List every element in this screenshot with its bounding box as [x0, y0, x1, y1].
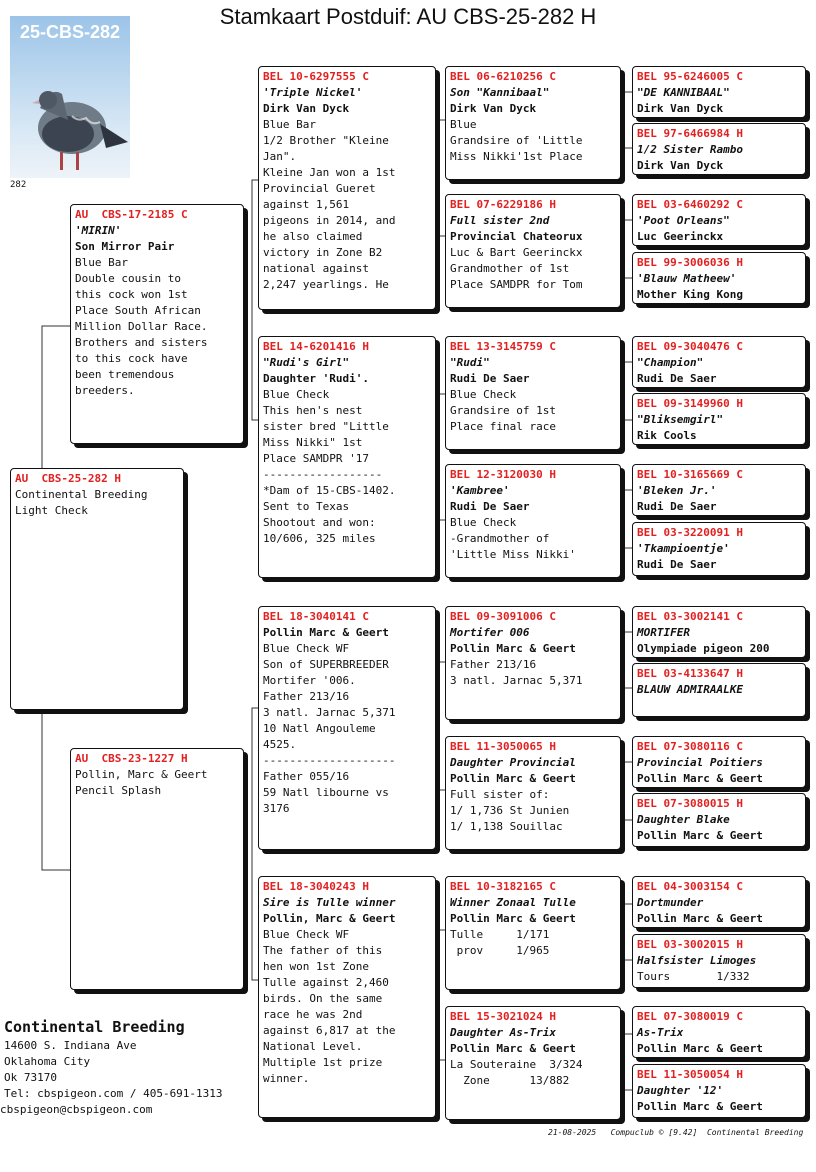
info-line: Zone 13/882	[450, 1074, 570, 1087]
info-line: 1/2 Brother "Kleine	[263, 134, 389, 147]
ring-number: BEL 10-3165669 C	[637, 468, 743, 481]
pigeon-card-gen3	[445, 736, 621, 850]
pigeon-card-gen3	[445, 606, 621, 720]
breeder-name: Son Mirror Pair	[75, 240, 175, 253]
info-line: Jan".	[263, 150, 297, 163]
pigeon-card-gen4	[632, 336, 806, 388]
pigeon-card-gen4	[632, 252, 806, 304]
info-line: been tremendous	[75, 368, 175, 381]
info-line: Pencil Splash	[75, 784, 162, 797]
ring-number: BEL 03-4133647 H	[637, 667, 743, 680]
ring-number: BEL 10-3182165 C	[450, 880, 556, 893]
ring-number: BEL 15-3021024 H	[450, 1010, 556, 1023]
info-line: 1/ 1,138 Souillac	[450, 820, 563, 833]
pigeon-name: Dortmunder	[637, 896, 704, 909]
pigeon-card-gen4	[632, 876, 806, 928]
pigeon-card-gen4	[632, 1006, 806, 1058]
breeder-contact	[0, 1016, 223, 1118]
breeder-name: Dirk Van Dyck	[263, 102, 350, 115]
ring-number: BEL 14-6201416 H	[263, 340, 369, 353]
pigeon-name: "Bliksemgirl"	[637, 413, 724, 426]
pigeon-name: As-Trix	[637, 1026, 684, 1039]
email: cbspigeon@cbspigeon.com	[0, 1103, 153, 1116]
ring-number: BEL 12-3120030 H	[450, 468, 556, 481]
breeder-name: Dirk Van Dyck	[450, 102, 537, 115]
info-line: Place final race	[450, 420, 556, 433]
info-line: Blue Check	[450, 516, 517, 529]
pigeon-card-gen2	[258, 66, 436, 310]
info-line: The father of this	[263, 944, 383, 957]
ring-number: BEL 07-3080019 C	[637, 1010, 743, 1023]
ring-number: BEL 13-3145759 C	[450, 340, 556, 353]
pigeon-card-gen4	[632, 663, 806, 717]
info-line: this cock won 1st	[75, 288, 188, 301]
info-line: 10/606, 325 miles	[263, 532, 376, 545]
pigeon-card-gen3	[445, 336, 621, 450]
pigeon-name: Provincial Poitiers	[637, 756, 763, 769]
breeder-name: Daughter 'Rudi'.	[263, 372, 369, 385]
pigeon-name: "DE KANNIBAAL"	[637, 86, 730, 99]
ring-number: BEL 95-6246005 C	[637, 70, 743, 83]
breeder-name: Olympiade pigeon 200	[637, 642, 770, 655]
pigeon-name: Sire is Tulle winner	[263, 896, 396, 909]
breeder-name: Pollin Marc & Geert	[637, 829, 763, 842]
info-line: Place SAMDPR '17	[263, 452, 369, 465]
info-line: Blue Check WF	[263, 928, 350, 941]
info-line: against 6,817 at the	[263, 1024, 396, 1037]
info-line: Place SAMDPR for Tom	[450, 278, 583, 291]
ring-number: BEL 09-3040476 C	[637, 340, 743, 353]
info-line: Luc & Bart Geerinckx	[450, 246, 583, 259]
breeder-name: Pollin, Marc & Geert	[263, 912, 396, 925]
ring-number: BEL 03-3002141 C	[637, 610, 743, 623]
info-line: race he was 2nd	[263, 1008, 363, 1021]
info-line: Full sister of:	[450, 788, 550, 801]
pigeon-card-gen2	[258, 606, 436, 850]
info-line: Kleine Jan won a 1st	[263, 166, 396, 179]
info-line: Pollin, Marc & Geert	[75, 768, 208, 781]
ring-number: BEL 09-3149960 H	[637, 397, 743, 410]
photo-ring-label: 25-CBS-282	[19, 22, 121, 42]
pigeon-card-gen3	[445, 876, 621, 990]
breeder-name: Mother King Kong	[637, 288, 743, 301]
pigeon-name: Son "Kannibaal"	[450, 86, 550, 99]
breeder-name: Pollin Marc & Geert	[637, 772, 763, 785]
breeder-name: Dirk Van Dyck	[637, 102, 724, 115]
pigeon-card-gen3	[445, 194, 621, 308]
pigeon-card-gen4	[632, 522, 806, 576]
ring-number: AU CBS-23-1227 H	[75, 752, 188, 765]
info-line: -Grandmother of	[450, 532, 550, 545]
pigeon-name: 'Tkampioentje'	[637, 542, 730, 555]
ring-number: BEL 04-3003154 C	[637, 880, 743, 893]
breeder-name: Rudi De Saer	[450, 372, 530, 385]
info-line: Multiple 1st prize	[263, 1056, 383, 1069]
breeder-name: Tours 1/332	[637, 970, 750, 983]
pigeon-card-gen4	[632, 66, 806, 118]
info-line: Shootout and won:	[263, 516, 376, 529]
info-line: Miss Nikki'1st Place	[450, 150, 583, 163]
address-line: 14600 S. Indiana Ave	[4, 1039, 137, 1052]
breeder-name: Pollin Marc & Geert	[637, 1042, 763, 1055]
ring-number: BEL 18-3040243 H	[263, 880, 369, 893]
ring-number: BEL 06-6210256 C	[450, 70, 556, 83]
info-line: pigeons in 2014, and	[263, 214, 396, 227]
print-stamp: 21-08-2025 Compuclub © [9.42] Continental Breeding	[548, 1128, 804, 1137]
info-line: National Level.	[263, 1040, 363, 1053]
breeder-name: Pollin Marc & Geert	[637, 912, 763, 925]
info-line: Blue Check	[450, 388, 517, 401]
info-line: Provincial Gueret	[263, 182, 376, 195]
ring-number: BEL 03-6460292 C	[637, 198, 743, 211]
pigeon-name: "Rudi"	[450, 356, 490, 369]
pigeon-name: Full sister 2nd	[450, 214, 550, 227]
info-line: *Dam of 15-CBS-1402.	[263, 484, 396, 497]
info-line: he also claimed	[263, 230, 363, 243]
info-line: Double cousin to	[75, 272, 181, 285]
info-line: hen won 1st Zone	[263, 960, 369, 973]
info-line: ------------------	[263, 468, 383, 481]
ring-number: BEL 11-3050054 H	[637, 1068, 743, 1081]
info-line: Sent to Texas	[263, 500, 350, 513]
breeder-name: Luc Geerinckx	[637, 230, 724, 243]
pigeon-name: Daughter Provincial	[450, 756, 576, 769]
breeder-name: Dirk Van Dyck	[637, 159, 724, 172]
breeder-name: Rudi De Saer	[637, 372, 717, 385]
breeder-name: Rudi De Saer	[637, 558, 717, 571]
info-line: national against	[263, 262, 369, 275]
pigeon-name: 'Kambree'	[450, 484, 510, 497]
info-line: La Souteraine 3/324	[450, 1058, 583, 1071]
info-line: 3 natl. Jarnac 5,371	[263, 706, 396, 719]
info-line: to this cock have	[75, 352, 188, 365]
info-line: 59 Natl libourne vs	[263, 786, 389, 799]
breeder-name: Provincial Chateorux	[450, 230, 583, 243]
pigeon-card-subject	[10, 468, 184, 710]
info-line: Blue Bar	[75, 256, 128, 269]
pigeon-name: 1/2 Sister Rambo	[637, 143, 743, 156]
breeder-name: Rik Cools	[637, 429, 697, 442]
pigeon-card-gen4	[632, 393, 806, 445]
ring-number: BEL 07-3080116 C	[637, 740, 743, 753]
ring-number: BEL 09-3091006 C	[450, 610, 556, 623]
pigeon-name: Mortifer 006	[450, 626, 530, 639]
info-line: birds. On the same	[263, 992, 383, 1005]
pigeon-card-gen4	[632, 606, 806, 658]
info-line: Father 213/16	[263, 690, 350, 703]
pigeon-card-gen3	[445, 66, 621, 180]
pigeon-card-gen2	[258, 876, 436, 1118]
pigeon-card-gen2	[258, 336, 436, 578]
info-line: victory in Zone B2	[263, 246, 383, 259]
info-line: prov 1/965	[450, 944, 550, 957]
ring-number: BEL 07-6229186 H	[450, 198, 556, 211]
info-line: Blue Bar	[263, 118, 316, 131]
pigeon-name: "Champion"	[637, 356, 704, 369]
breeder-name: Pollin Marc & Geert	[450, 772, 576, 785]
pigeon-card-gen4	[632, 793, 806, 847]
address-line: Ok 73170	[4, 1071, 57, 1084]
info-line: Grandmother of 1st	[450, 262, 570, 275]
info-line: Tulle against 2,460	[263, 976, 389, 989]
info-line: 2,247 yearlings. He	[263, 278, 389, 291]
info-line: 1/ 1,736 St Junien	[450, 804, 570, 817]
pigeon-card-gen4	[632, 736, 806, 788]
ring-number: AU CBS-17-2185 C	[75, 208, 188, 221]
pigeon-name: Daughter '12'	[637, 1084, 724, 1097]
pigeon-name: BLAUW ADMIRAALKE	[637, 683, 743, 696]
pigeon-name: Winner Zonaal Tulle	[450, 896, 576, 909]
organization-name: Continental Breeding	[4, 1018, 185, 1036]
info-line: against 1,561	[263, 198, 350, 211]
breeder-name: Rudi De Saer	[637, 500, 717, 513]
photo-caption: 282	[10, 180, 27, 190]
pigeon-name: 'Triple Nickel'	[263, 86, 363, 99]
info-line: Brothers and sisters	[75, 336, 208, 349]
pigeon-name: 'MIRIN'	[75, 224, 122, 237]
info-line: Blue Check WF	[263, 642, 350, 655]
breeder-name: Pollin Marc & Geert	[637, 1100, 763, 1113]
ring-number: BEL 18-3040141 C	[263, 610, 369, 623]
info-line: Blue	[450, 118, 477, 131]
info-line: Mortifer '006.	[263, 674, 356, 687]
pigeon-name: "Rudi's Girl"	[263, 356, 350, 369]
breeder-name: Pollin Marc & Geert	[263, 626, 389, 639]
pigeon-name: 'Blauw Matheew'	[637, 272, 737, 285]
info-line: Grandsire of 'Little	[450, 134, 583, 147]
pigeon-card-gen3	[445, 1006, 621, 1120]
ring-number: BEL 03-3002015 H	[637, 938, 743, 951]
info-line: Tulle 1/171	[450, 928, 550, 941]
info-line: Father 055/16	[263, 770, 350, 783]
info-line: Son of SUPERBREEDER	[263, 658, 389, 671]
info-line: breeders.	[75, 384, 135, 397]
info-line: Place South African	[75, 304, 201, 317]
pigeon-card-gen4	[632, 934, 806, 988]
info-line: Light Check	[15, 504, 88, 517]
info-line: 3176	[263, 802, 290, 815]
info-line: Miss Nikki" 1st	[263, 436, 363, 449]
pigeon-name: Daughter As-Trix	[450, 1026, 556, 1039]
info-line: 3 natl. Jarnac 5,371	[450, 674, 583, 687]
info-line: 4525.	[263, 738, 297, 751]
pigeon-card-gen4	[632, 464, 806, 516]
ring-number: BEL 10-6297555 C	[263, 70, 369, 83]
ring-number: BEL 03-3220091 H	[637, 526, 743, 539]
phone-website: Tel: cbspigeon.com / 405-691-1313	[4, 1087, 223, 1100]
info-line: winner.	[263, 1072, 310, 1085]
breeder-name: Pollin Marc & Geert	[450, 1042, 576, 1055]
ring-number: BEL 99-3006036 H	[637, 256, 743, 269]
info-line: Blue Check	[263, 388, 330, 401]
info-line: Million Dollar Race.	[75, 320, 208, 333]
pigeon-card-gen4	[632, 123, 806, 175]
pigeon-card-gen3	[445, 464, 621, 578]
info-line: Grandsire of 1st	[450, 404, 556, 417]
info-line: 'Little Miss Nikki'	[450, 548, 576, 561]
pigeon-name: Daughter Blake	[637, 813, 730, 826]
info-line: 10 Natl Angouleme	[263, 722, 376, 735]
info-line: --------------------	[263, 754, 396, 767]
breeder-name: Pollin Marc & Geert	[450, 912, 576, 925]
ring-number: AU CBS-25-282 H	[15, 472, 121, 485]
pigeon-name: 'Bleken Jr.'	[637, 484, 717, 497]
info-line: This hen's nest	[263, 404, 363, 417]
page-title: Stamkaart Postduif: AU CBS-25-282 H	[219, 4, 597, 29]
ring-number: BEL 97-6466984 H	[637, 127, 743, 140]
info-line: Father 213/16	[450, 658, 537, 671]
pigeon-card-dam	[70, 748, 244, 990]
pigeon-card-sire	[70, 204, 244, 444]
breeder-name: Pollin Marc & Geert	[450, 642, 576, 655]
pigeon-name: Halfsister Limoges	[637, 954, 757, 967]
ring-number: BEL 11-3050065 H	[450, 740, 556, 753]
info-line: sister bred "Little	[263, 420, 389, 433]
ring-number: BEL 07-3080015 H	[637, 797, 743, 810]
pigeon-card-gen4	[632, 194, 806, 246]
breeder-name: Rudi De Saer	[450, 500, 530, 513]
pigeon-name: MORTIFER	[637, 626, 690, 639]
pigeon-card-gen4	[632, 1064, 806, 1118]
info-line: Continental Breeding	[15, 488, 148, 501]
pigeon-name: 'Poot Orleans"	[637, 214, 730, 227]
address-line: Oklahoma City	[4, 1055, 91, 1068]
